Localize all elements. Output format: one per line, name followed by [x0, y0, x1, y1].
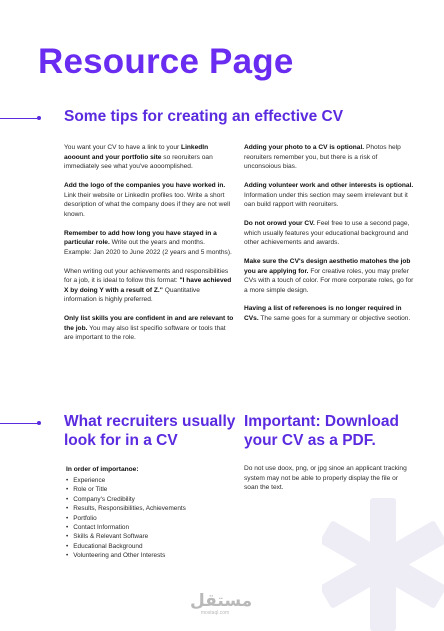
list-item: • Contact Information [66, 523, 186, 532]
tip-paragraph: Do not orowd your CV. Feel free to use a second page, which usually features your educational background and other achievements and awards. [244, 219, 410, 247]
tips-right-column [244, 143, 416, 333]
list-item: • Portfolio [66, 514, 186, 523]
tip-paragraph: Add the logo of the companies you have worked in. Link their website or LinkedIn profiles too. Write a short desoription of what the company does if they are not well known. [64, 181, 231, 218]
recruiter-priority-list [66, 476, 186, 561]
tip-paragraph: Remember to add how long you have stayed in a particular role. Write out the years and months. Example: Jan 2020 to June 2022 (2 years and 5 months). [64, 229, 232, 256]
list-item: • Role or Title [66, 485, 186, 494]
list-item: • Educational Background [66, 542, 186, 551]
important-heading: Important: Download your CV as a PDF. [244, 413, 399, 449]
tip-paragraph: Having a list of referenoes is no longer required in CVs. The same goes for a summary or objective seotion. [244, 305, 411, 323]
logo-arabic: مستقل [190, 591, 253, 611]
list-item: • Company's Credibility [66, 495, 186, 504]
mostaql-logo [190, 591, 253, 616]
list-item: • Results, Responsibilities, Achievements [66, 504, 186, 513]
tip-paragraph: Only list skills you are confident in and are relevant to the job. You may also list specifio software or tools that are important to the role. [64, 315, 234, 342]
heading-rule [0, 118, 38, 119]
tips-heading: Some tips for creating an effective CV [64, 108, 344, 125]
heading-dot [37, 421, 41, 425]
tip-paragraph: When writing out your achievements and responsibilities for a job, it is ideal to follow this format: "I have achieved X by doing Y with a result of Z." Quantitative information is highly preferred. [64, 267, 232, 304]
list-item: • Volunteering and Other Interests [66, 551, 186, 560]
tip-paragraph: Adding your photo to a CV is optional. Photos help reoruiters remember you, but there is a risk of unconsoious bias. [244, 144, 401, 171]
recruiters-heading: What recruiters usually look for in a CV [64, 413, 236, 449]
decorative-asterisk-icon [322, 498, 444, 631]
tip-paragraph: Make sure the CV's design aesthetio matohes the job you are applying for. For creative roles, you may prefer CVs with a touch of color. For more corporate roles, go for a more simple design. [244, 257, 414, 294]
heading-dot [37, 116, 41, 120]
list-item: • Experience [66, 476, 186, 485]
list-heading: In order of importanoe: [66, 466, 139, 473]
heading-rule [0, 423, 38, 424]
tip-paragraph: Adding volunteer work and other interests is optional. Information under this section may seem irrelevant but it oan build rapport with reoruiters. [244, 181, 414, 209]
list-item: • Skills & Relevant Software [66, 532, 186, 541]
tip-paragraph: You want your CV to have a link to your LinkedIn aooount and your portfolio site so reoruiters oan immediately see what you've aooomplished. [64, 144, 213, 171]
important-text: Do not use doox, png, or jpg sinoe an applicant tracking system may not be able to properly display the file or soan the text. [244, 465, 407, 492]
logo-latin: mostaql.com [200, 610, 230, 616]
tips-left-column [64, 143, 234, 352]
page-title: Resource Page [38, 42, 294, 81]
